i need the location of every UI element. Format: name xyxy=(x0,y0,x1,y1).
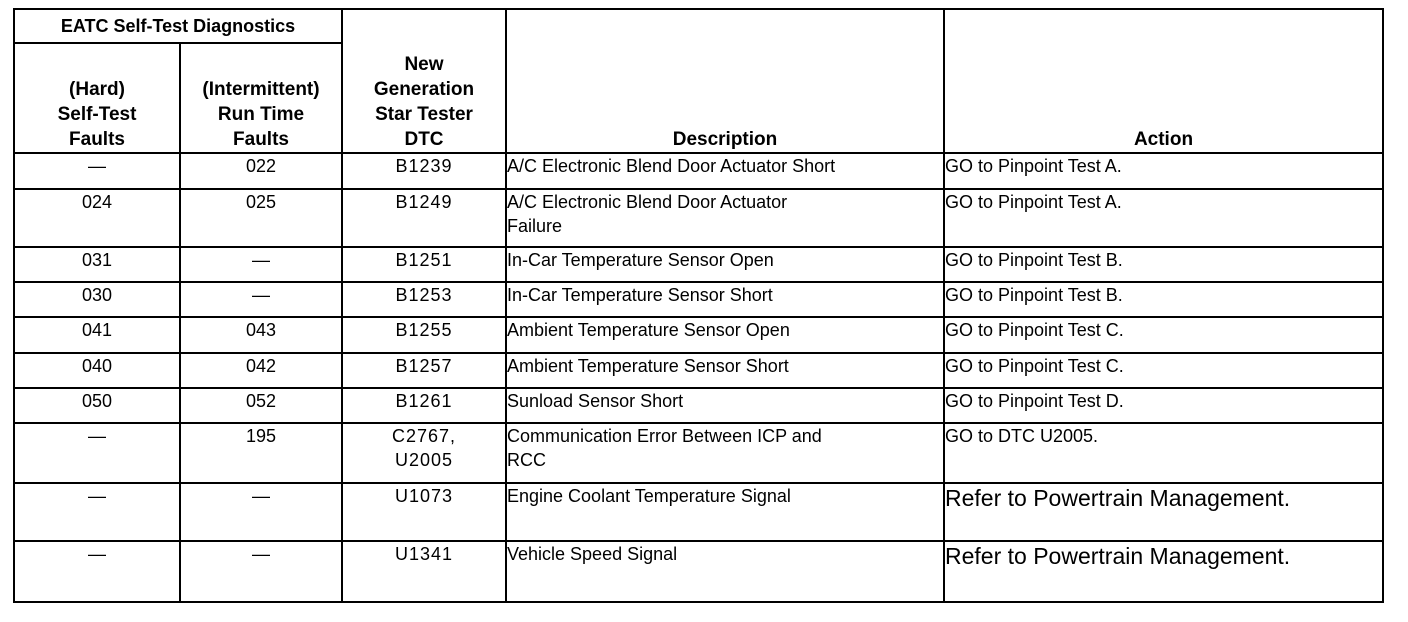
action-cell: GO to Pinpoint Test C. xyxy=(944,317,1383,353)
description-line: Sunload Sensor Short xyxy=(507,391,684,411)
intermittent-fault-cell: — xyxy=(180,483,342,541)
dtc-cell xyxy=(342,423,506,483)
dtc-cell xyxy=(342,541,506,602)
table-row xyxy=(14,423,1383,483)
dtc-line: B1239 xyxy=(395,156,453,176)
dtc-cell xyxy=(342,189,506,247)
action-cell: GO to Pinpoint Test B. xyxy=(944,247,1383,282)
dtc-line: B1257 xyxy=(395,356,453,376)
intermittent-fault-cell: 052 xyxy=(180,388,342,423)
hard-fault-cell: — xyxy=(14,483,180,541)
col-intermittent-header xyxy=(180,43,342,153)
col-dtc-header xyxy=(342,9,506,153)
dtc-cell xyxy=(342,282,506,317)
dtc-line: U1341 xyxy=(394,544,454,564)
hard-fault-cell: 030 xyxy=(14,282,180,317)
intermittent-fault-cell: — xyxy=(180,247,342,282)
description-cell xyxy=(506,541,944,602)
dtc-cell xyxy=(342,317,506,353)
table-row xyxy=(14,247,1383,282)
description-cell xyxy=(506,189,944,247)
hard-fault-cell: — xyxy=(14,541,180,602)
description-cell xyxy=(506,282,944,317)
col-intermittent-line: (Intermittent) xyxy=(202,79,320,100)
description-line: Ambient Temperature Sensor Open xyxy=(507,320,790,340)
description-cell xyxy=(506,388,944,423)
col-intermittent-line: Faults xyxy=(233,129,289,150)
description-cell xyxy=(506,483,944,541)
table-row xyxy=(14,483,1383,541)
description-line: Communication Error Between ICP and xyxy=(507,426,822,446)
table-row xyxy=(14,189,1383,247)
col-hard-header xyxy=(14,43,180,153)
description-cell xyxy=(506,423,944,483)
intermittent-fault-cell: 043 xyxy=(180,317,342,353)
hard-fault-cell: 041 xyxy=(14,317,180,353)
description-cell xyxy=(506,153,944,189)
description-line: Engine Coolant Temperature Signal xyxy=(507,486,791,506)
dtc-cell xyxy=(342,247,506,282)
dtc-line: U2005 xyxy=(394,450,454,470)
dtc-line: C2767, xyxy=(391,426,457,446)
table-row xyxy=(14,317,1383,353)
dtc-cell xyxy=(342,153,506,189)
table-row xyxy=(14,541,1383,602)
action-cell: GO to Pinpoint Test A. xyxy=(944,189,1383,247)
col-hard-line: Self-Test xyxy=(57,104,137,125)
col-dtc-line: Generation xyxy=(373,79,475,100)
header-row-top xyxy=(14,9,1383,43)
action-cell: GO to Pinpoint Test C. xyxy=(944,353,1383,388)
group-title: EATC Self-Test Diagnostics xyxy=(14,9,342,43)
hard-fault-cell: — xyxy=(14,423,180,483)
dtc-line: B1249 xyxy=(395,192,453,212)
col-dtc-line: Star Tester xyxy=(375,104,473,125)
description-cell xyxy=(506,317,944,353)
col-intermittent-line: Run Time xyxy=(217,104,305,125)
action-cell: GO to Pinpoint Test D. xyxy=(944,388,1383,423)
description-line: Vehicle Speed Signal xyxy=(507,544,678,564)
action-cell: GO to Pinpoint Test A. xyxy=(944,153,1383,189)
intermittent-fault-cell: 042 xyxy=(180,353,342,388)
dtc-line: B1253 xyxy=(395,285,453,305)
col-hard-line: (Hard) xyxy=(69,79,125,100)
col-action-header: Action xyxy=(944,9,1383,153)
eatc-diagnostics-table xyxy=(13,8,1384,603)
dtc-line: U1073 xyxy=(394,486,454,506)
dtc-line: B1261 xyxy=(395,391,453,411)
table-row xyxy=(14,282,1383,317)
dtc-cell xyxy=(342,388,506,423)
action-cell: Refer to Powertrain Management. xyxy=(944,541,1383,602)
description-line: In-Car Temperature Sensor Short xyxy=(507,285,773,305)
table-row xyxy=(14,388,1383,423)
hard-fault-cell: 031 xyxy=(14,247,180,282)
col-hard-line: Faults xyxy=(69,129,125,150)
col-dtc-line: New xyxy=(404,54,444,75)
description-line: RCC xyxy=(507,450,546,470)
dtc-line: B1251 xyxy=(395,250,453,270)
hard-fault-cell: — xyxy=(14,153,180,189)
hard-fault-cell: 050 xyxy=(14,388,180,423)
intermittent-fault-cell: — xyxy=(180,541,342,602)
dtc-line: B1255 xyxy=(395,320,453,340)
table-row xyxy=(14,153,1383,189)
description-line: A/C Electronic Blend Door Actuator xyxy=(507,192,788,212)
dtc-cell xyxy=(342,483,506,541)
description-line: Failure xyxy=(507,216,563,236)
action-cell: Refer to Powertrain Management. xyxy=(944,483,1383,541)
intermittent-fault-cell: 195 xyxy=(180,423,342,483)
description-line: Ambient Temperature Sensor Short xyxy=(507,356,789,376)
intermittent-fault-cell: 025 xyxy=(180,189,342,247)
description-line: In-Car Temperature Sensor Open xyxy=(507,250,774,270)
description-cell xyxy=(506,353,944,388)
action-cell: GO to Pinpoint Test B. xyxy=(944,282,1383,317)
dtc-cell xyxy=(342,353,506,388)
col-dtc-line: DTC xyxy=(404,129,444,150)
col-description-header: Description xyxy=(506,9,944,153)
intermittent-fault-cell: 022 xyxy=(180,153,342,189)
hard-fault-cell: 040 xyxy=(14,353,180,388)
table-row xyxy=(14,353,1383,388)
hard-fault-cell: 024 xyxy=(14,189,180,247)
action-cell: GO to DTC U2005. xyxy=(944,423,1383,483)
description-cell xyxy=(506,247,944,282)
intermittent-fault-cell: — xyxy=(180,282,342,317)
description-line: A/C Electronic Blend Door Actuator Short xyxy=(507,156,836,176)
